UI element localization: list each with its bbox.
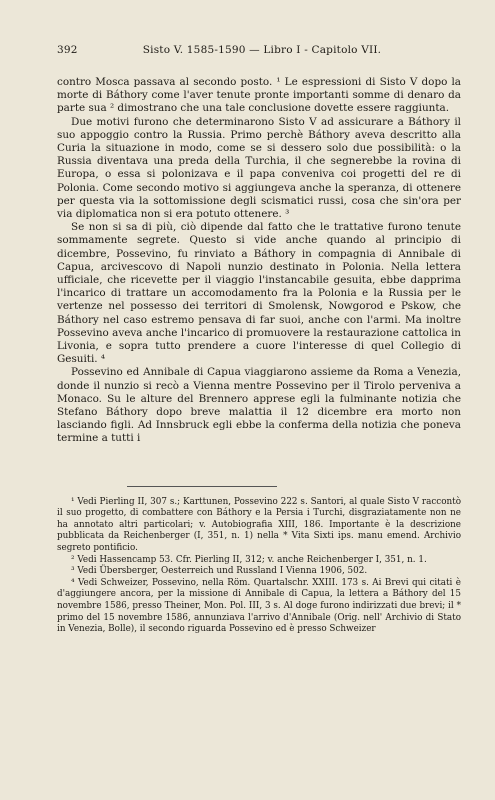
paragraph: contro Mosca passava al secondo posto. ¹ Le espressioni di Sisto V dopo la morte di Báthory come l'aver tenute pronte importanti somme di denaro da parte sua ² dimostrano che una tale conclusione dovette essere raggiunta. <box>57 76 461 115</box>
footnote: ² Vedi Hassencamp 53. Cfr. Pierling II, 312; v. anche Reichenberger I, 351, n. 1. <box>71 554 427 565</box>
page-header <box>57 44 461 56</box>
page-number: 392 <box>57 44 78 56</box>
paragraph: Due motivi furono che determinarono Sisto V ad assicurare a Báthory il suo appoggio contro la Russia. Primo perchè Báthory aveva descritto alla Curia la situazione in modo, come se si dessero solo due possibilità: o la Russia diventava una preda della Turchia, il che segnerebbe la rovina di Europa, o essa si polonizava e il papa conveniva coi progetti del re di Polonia. Come secondo motivo si aggiungeva anche la speranza, di ottenere per questa via la sottomissione degli scismatici russi, cosa che sin'ora per via diplomatica non si era potuto ottenere. ³ <box>57 115 461 221</box>
footnote: ¹ Vedi Pierling II, 307 s.; Karttunen, Possevino 222 s. Santori, al quale Sisto V raccontò il suo progetto, di combattere con Báthory e la Persia i Turchi, disgraziatamente non ne ha annotato altri particolari; v. Autobiografia XIII, 186. Importante è la descrizione pubblicata da Reichenberger (I, 351, n. 1) nella * Vita Sixti ips. manu emend. Archivio segreto pontificio. <box>57 496 461 554</box>
main-text <box>57 76 461 446</box>
paragraph: Se non si sa di più, ciò dipende dal fatto che le trattative furono tenute sommamente segrete. Questo si vide anche quando al principio di dicembre, Possevino, fu rinviato a Báthory in compagnia di Annibale di Capua, arcivescovo di Napoli nunzio destinato in Polonia. Nella lettera ufficiale, che ricevette per il viaggio l'instancabile gesuita, ebbe dapprima l'incarico di trattare un accomodamento fra la Polonia e la Russia per le vertenze nel possesso dei territori di Smolensk, Nowgorod e Pskow, che Báthory nel caso estremo pensava di far suoi, anche con l'armi. Ma inoltre Possevino aveva anche l'incarico di promuovere la restaurazione cattolica in Livonia, e sopra tutto prendere a cuore l'interesse di quel Collegio di Gesuiti. ⁴ <box>57 221 461 366</box>
footnote: ⁴ Vedi Schweizer, Possevino, nella Röm. Quartalschr. XXIII. 173 s. Ai Brevi qui citati è d'aggiungere ancora, per la missione di Annibale di Capua, la lettera a Báthory del 15 novembre 1586, presso Theiner, Mon. Pol. III, 3 s. Al doge furono indirizzati due brevi; il * primo del 15 novembre 1586, annunziava l'arrivo d'Annibale (Orig. nell' Archivio di Stato in Venezia, Bolle), il secondo riguarda Possevino ed è presso Schweizer <box>57 577 461 635</box>
footnote-rule <box>127 486 277 487</box>
footnote: ³ Vedi Übersberger, Oesterreich und Russland I Vienna 1906, 502. <box>71 566 368 577</box>
paragraph: Possevino ed Annibale di Capua viaggiarono assieme da Roma a Venezia, donde il nunzio si recò a Vienna mentre Possevino per il Tirolo perveniva a Monaco. Su le alture del Brennero apprese egli la fulminante notizia che Stefano Báthory dopo breve malattia il 12 dicembre era morto non lasciando figli. Ad Innsbruck egli ebbe la conferma della notizia che poneva termine a tutti i <box>57 366 461 445</box>
running-head: Sisto V. 1585-1590 — Libro I - Capitolo VII. <box>142 44 382 56</box>
footnotes <box>57 497 461 636</box>
